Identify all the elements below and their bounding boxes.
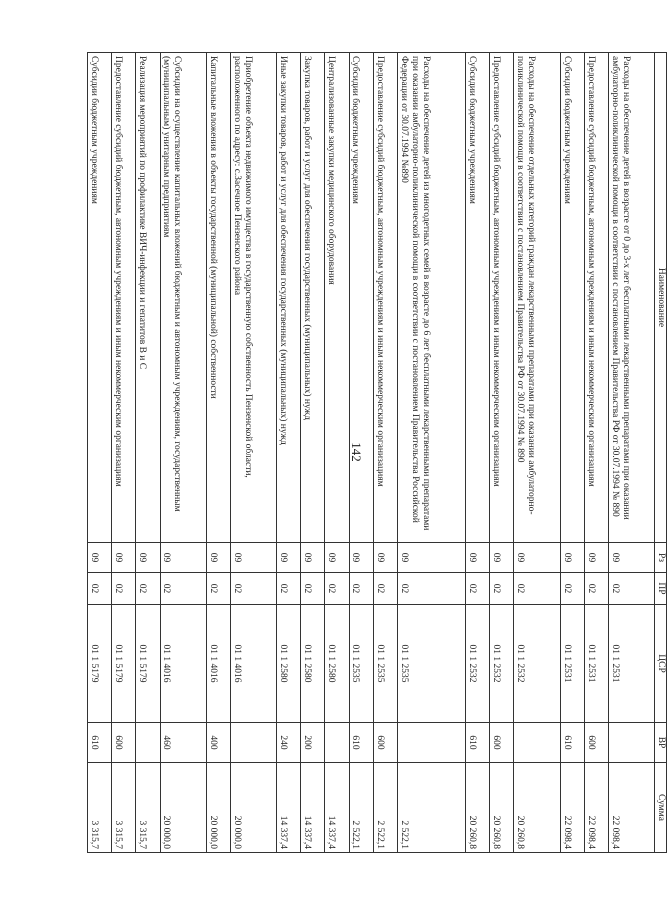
table-row (608, 53, 654, 853)
cell-vr: 610 (466, 723, 490, 763)
cell-pr: 02 (490, 573, 514, 605)
cell-name: Предоставление субсидий бюджетным, автономным учреждениям и иным некоммерческим организациям (112, 53, 136, 543)
cell-sum: 3 315,7 (112, 763, 136, 853)
cell-sum: 14 337,4 (301, 763, 325, 853)
table-row (277, 53, 301, 853)
cell-name: Реализация мероприятий по профилактике ВИЧ-инфекции и гепатитов В и С (136, 53, 160, 543)
cell-vr: 400 (206, 723, 230, 763)
table-row (88, 53, 112, 853)
cell-csr: 01 1 2532 (514, 605, 560, 723)
table-row (373, 53, 397, 853)
cell-vr: 600 (112, 723, 136, 763)
cell-sum: 2 522,1 (397, 763, 465, 853)
cell-csr: 01 1 2531 (560, 605, 584, 723)
cell-vr: 600 (490, 723, 514, 763)
cell-vr: 600 (373, 723, 397, 763)
cell-name: Предоставление субсидий бюджетным, автономным учреждениям и иным некоммерческим организациям (373, 53, 397, 543)
cell-vr (136, 723, 160, 763)
cell-sum: 22 098,4 (560, 763, 584, 853)
header-pr: ПР (655, 573, 667, 605)
table-row (584, 53, 608, 853)
table-row (206, 53, 230, 853)
cell-name: Субсидии бюджетным учреждениям (349, 53, 373, 543)
cell-vr: 610 (88, 723, 112, 763)
table-row (325, 53, 349, 853)
cell-csr: 01 1 2532 (466, 605, 490, 723)
cell-pr: 02 (206, 573, 230, 605)
cell-rz: 09 (514, 543, 560, 573)
cell-pr: 02 (277, 573, 301, 605)
cell-csr: 01 1 2580 (325, 605, 349, 723)
header-csr: ЦСР (655, 605, 667, 723)
cell-vr: 600 (584, 723, 608, 763)
cell-rz: 09 (88, 543, 112, 573)
cell-vr: 240 (277, 723, 301, 763)
cell-pr: 02 (466, 573, 490, 605)
cell-rz: 09 (349, 543, 373, 573)
cell-pr: 02 (301, 573, 325, 605)
cell-rz: 09 (230, 543, 276, 573)
cell-pr: 02 (349, 573, 373, 605)
cell-rz: 09 (584, 543, 608, 573)
cell-name: Иные закупки товаров, работ и услуг для обеспечения государственных (муниципальных) нужд (277, 53, 301, 543)
cell-rz: 09 (466, 543, 490, 573)
cell-name: Субсидии на осуществление капитальных вложений бюджетным и автономным учреждениям, государственным (муниципальным) унитарным предприятиям (160, 53, 206, 543)
page-number: 142 (349, 442, 364, 462)
cell-pr: 02 (112, 573, 136, 605)
cell-vr (230, 723, 276, 763)
table-row (397, 53, 465, 853)
cell-csr: 01 1 2535 (373, 605, 397, 723)
cell-csr: 01 1 5179 (88, 605, 112, 723)
table-row (514, 53, 560, 853)
cell-vr (608, 723, 654, 763)
cell-vr: 610 (349, 723, 373, 763)
cell-pr: 02 (373, 573, 397, 605)
cell-csr: 01 1 4016 (206, 605, 230, 723)
cell-sum: 3 315,7 (88, 763, 112, 853)
cell-name: Предоставление субсидий бюджетным, автономным учреждениям и иным некоммерческим организациям (490, 53, 514, 543)
cell-sum: 2 522,1 (349, 763, 373, 853)
cell-rz: 09 (325, 543, 349, 573)
cell-rz: 09 (112, 543, 136, 573)
cell-csr: 01 1 2531 (584, 605, 608, 723)
table-row (349, 53, 373, 853)
cell-rz: 09 (490, 543, 514, 573)
cell-sum: 3 315,7 (136, 763, 160, 853)
cell-name: Капитальные вложения в объекты государственной (муниципальной) собственности (206, 53, 230, 543)
budget-table (87, 52, 667, 853)
cell-csr: 01 1 2531 (608, 605, 654, 723)
cell-sum: 2 522,1 (373, 763, 397, 853)
cell-pr: 02 (88, 573, 112, 605)
cell-sum: 20 260,8 (490, 763, 514, 853)
cell-sum: 14 337,4 (325, 763, 349, 853)
cell-name: Централизованные закупки медицинского оборудования (325, 53, 349, 543)
cell-csr: 01 1 5179 (136, 605, 160, 723)
cell-pr: 02 (397, 573, 465, 605)
cell-name: Приобретение объекта недвижимого имущества в государственную собственность Пензенской области, расположенного по адресу: с.Засечное Пензенского района (230, 53, 276, 543)
cell-name: Субсидии бюджетным учреждениям (466, 53, 490, 543)
cell-vr (514, 723, 560, 763)
header-rz: Рз (655, 543, 667, 573)
cell-pr: 02 (230, 573, 276, 605)
cell-csr: 01 1 4016 (160, 605, 206, 723)
cell-pr: 02 (514, 573, 560, 605)
cell-name: Субсидии бюджетным учреждениям (560, 53, 584, 543)
cell-sum: 20 260,8 (514, 763, 560, 853)
cell-csr: 01 1 2535 (349, 605, 373, 723)
cell-sum: 14 337,4 (277, 763, 301, 853)
cell-csr: 01 1 2580 (277, 605, 301, 723)
cell-csr: 01 1 5179 (112, 605, 136, 723)
cell-vr: 610 (560, 723, 584, 763)
cell-pr: 02 (160, 573, 206, 605)
cell-name: Закупка товаров, работ и услуг для обеспечения государственных (муниципальных) нужд (301, 53, 325, 543)
cell-pr: 02 (325, 573, 349, 605)
cell-vr (325, 723, 349, 763)
cell-rz: 09 (373, 543, 397, 573)
table-row (136, 53, 160, 853)
cell-sum: 22 098,4 (608, 763, 654, 853)
cell-sum: 20 000,0 (160, 763, 206, 853)
cell-pr: 02 (136, 573, 160, 605)
cell-csr: 01 1 2532 (490, 605, 514, 723)
table-row (466, 53, 490, 853)
cell-csr: 01 1 2535 (397, 605, 465, 723)
header-sum: Сумма (655, 763, 667, 853)
cell-sum: 20 000,0 (230, 763, 276, 853)
header-vr: ВР (655, 723, 667, 763)
cell-name: Расходы на обеспечение детей из многодетных семей в возрасте до 6 лет бесплатными лекарственными препаратами при оказании амбулаторно-поликлинической помощи в соответствии с постановлением Правительства Российской Федерации от 30.07.1994 №890 (397, 53, 465, 543)
table-header-row (655, 53, 667, 853)
cell-csr: 01 1 2580 (301, 605, 325, 723)
table-row (560, 53, 584, 853)
rotated-table-container (87, 52, 667, 852)
table-row (301, 53, 325, 853)
cell-vr: 460 (160, 723, 206, 763)
cell-vr: 200 (301, 723, 325, 763)
cell-rz: 09 (608, 543, 654, 573)
cell-sum: 22 098,4 (584, 763, 608, 853)
cell-rz: 09 (206, 543, 230, 573)
cell-rz: 09 (277, 543, 301, 573)
header-name: Наименование (655, 53, 667, 543)
table-row (490, 53, 514, 853)
cell-sum: 20 260,8 (466, 763, 490, 853)
cell-rz: 09 (136, 543, 160, 573)
cell-name: Субсидии бюджетным учреждениям (88, 53, 112, 543)
cell-pr: 02 (560, 573, 584, 605)
cell-rz: 09 (160, 543, 206, 573)
cell-vr (397, 723, 465, 763)
table-body (88, 53, 655, 853)
cell-rz: 09 (397, 543, 465, 573)
cell-name: Предоставление субсидий бюджетным, автономным учреждениям и иным некоммерческим организациям (584, 53, 608, 543)
cell-pr: 02 (584, 573, 608, 605)
cell-pr: 02 (608, 573, 654, 605)
cell-name: Расходы на обеспечение отдельных категорий граждан лекарственными препаратами при оказании амбулаторно-поликлинической помощи в соответствии с постановлением Правительства РФ от 30.07.1994 № 890 (514, 53, 560, 543)
table-row (230, 53, 276, 853)
cell-csr: 01 1 4016 (230, 605, 276, 723)
cell-rz: 09 (301, 543, 325, 573)
cell-name: Расходы на обеспечение детей в возрасте от 0 до 3-х лет бесплатными лекарственными препаратами при оказании амбулаторно-поликлинической помощи в соответствии с постановлением Правительства РФ от 30.07.1994 № 890 (608, 53, 654, 543)
cell-rz: 09 (560, 543, 584, 573)
table-row (160, 53, 206, 853)
cell-sum: 20 000,0 (206, 763, 230, 853)
table-row (112, 53, 136, 853)
